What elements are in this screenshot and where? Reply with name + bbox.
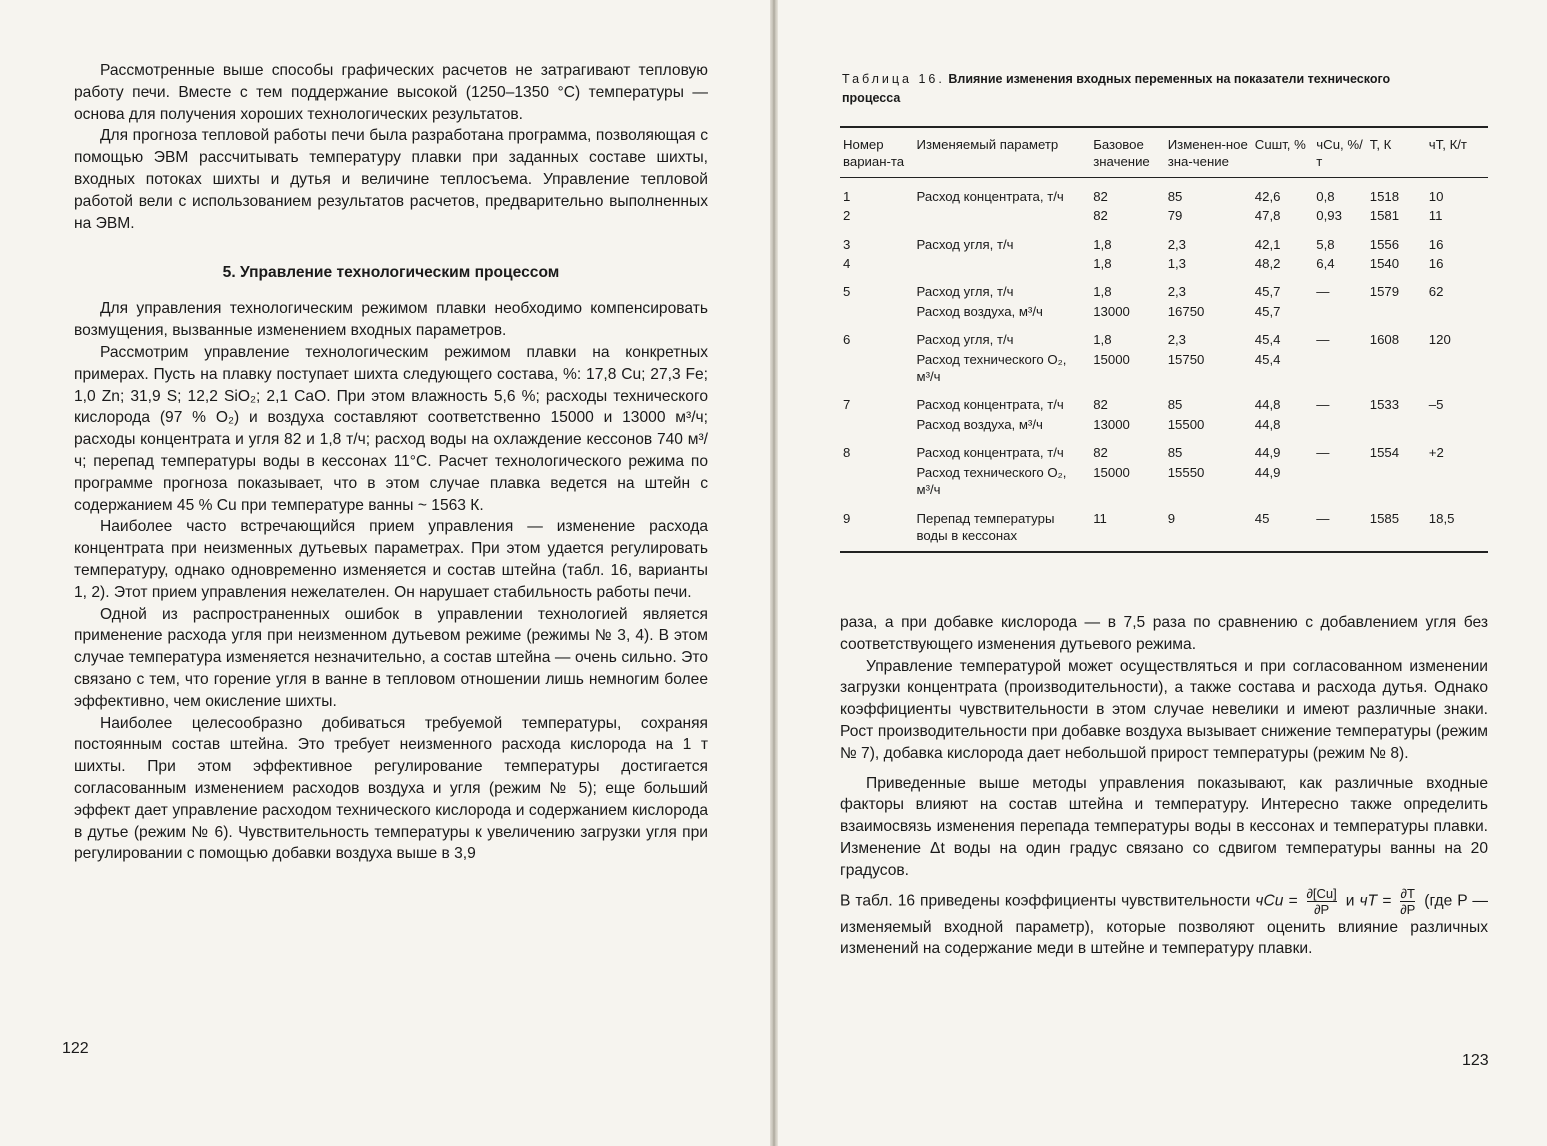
paragraph: Наиболее целесообразно добиваться требуемой температуры, сохраняя постоянным состав штейна. Это требует неизменного расхода кислорода на 1 т шихты. При этом эффективное регулирование температуры достигается согласованным изменением расходов воздуха и угля (режим № 5); еще больший эффект дает управление расходом технического кислорода и содержанием кислорода в дутье (режим № 6). Чувствительность температуры к увеличению загрузки угля при регулировании с помощью добавки воздуха выше в 3,9 (74, 714, 708, 863)
table-cell: 42,6 (1254, 188, 1281, 204)
column-header: Базовое значение (1093, 137, 1150, 170)
table-bottom-rule (840, 551, 1488, 553)
table-cell: 15500 (1167, 416, 1205, 432)
table-cell: 45,4 (1254, 351, 1281, 367)
table-cell: 13000 (1093, 416, 1130, 432)
table-cell (1426, 415, 1488, 434)
table-caption (842, 70, 1422, 108)
table-cell: 45,7 (1254, 303, 1281, 319)
table-cell: 6 (843, 332, 851, 348)
table-cell: — (1316, 510, 1330, 526)
table-row (840, 226, 1488, 254)
page-number: 123 (1462, 1052, 1489, 1069)
table-cell (1313, 350, 1366, 387)
table-cell: 82 (1093, 208, 1108, 224)
table-cell: 1556 (1369, 236, 1400, 252)
table-caption-title: Влияние изменения входных переменных на показатели технического процесса (842, 72, 1391, 105)
table-cell: –5 (1428, 397, 1444, 413)
table-cell: 0,93 (1316, 208, 1342, 224)
data-table (840, 128, 1488, 545)
table-row (840, 273, 1488, 301)
table-cell: 3 (843, 236, 851, 252)
section-heading: 5. Управление технологическим процессом (222, 264, 560, 282)
formula-paragraph (840, 886, 1488, 961)
table-cell: 2,3 (1167, 284, 1187, 300)
table-cell: 15550 (1167, 464, 1205, 480)
table-cell: 15750 (1167, 351, 1205, 367)
table-cell: 45,7 (1254, 284, 1281, 300)
table-cell: 85 (1167, 445, 1183, 461)
table-cell: 48,2 (1254, 256, 1281, 272)
table-cell: 44,9 (1254, 464, 1281, 480)
paragraph: Для управления технологическим режимом плавки необходимо компенсировать возмущения, вызванные изменением входных параметров. (74, 300, 708, 340)
table-cell: Расход воздуха, м³/ч (916, 416, 1043, 432)
table-cell: — (1316, 397, 1330, 413)
table-cell: — (1316, 445, 1330, 461)
column-header: Cuшт, % (1254, 137, 1306, 152)
formula-intro: В табл. 16 приведены коэффициенты чувствительности (840, 892, 1251, 910)
table-row (840, 463, 1488, 500)
column-header: чT, К/т (1428, 137, 1467, 152)
table-cell: 2,3 (1167, 236, 1187, 252)
table-cell: Расход концентрата, т/ч (916, 445, 1064, 461)
formula-outro: (где P — изменяемый входной параметр), которые позволяют оценить влияние различных изменений на содержание меди в штейне и температуру плавки. (840, 892, 1488, 958)
table-cell: 18,5 (1428, 510, 1455, 526)
table-cell: 9 (1167, 510, 1176, 526)
table-cell: 6,4 (1316, 256, 1335, 272)
table-cell: 42,1 (1254, 236, 1281, 252)
table-cell: 79 (1167, 208, 1183, 224)
paragraph: Для прогноза тепловой работы печи была разработана программа, позволяющая с помощью ЭВМ рассчитывать температуру плавки при заданных составе шихты, входных потоках шихты и дутья и величине теплосъема. Управление тепловой работой вели с использованием результатов расчетов, предварительно выполненных на ЭВМ. (74, 127, 708, 232)
paragraph: Одной из распространенных ошибок в управлении технологией является применение расхода угля при неизменном дутьевом режиме (режимы № 3, 4). В этом случае температура изменяется незначительно, а состав штейна — очень сильно. Это связано с тем, что горение угля в ванне в тепловом отношении лишь немногим более эффективно, чем окисление шихты. (74, 605, 708, 710)
formula-numerator: ∂T (1400, 885, 1415, 901)
table-cell (1313, 463, 1366, 500)
formula-denominator: ∂P (1314, 901, 1330, 917)
table-cell: 10 (1428, 188, 1444, 204)
table-cell: 85 (1167, 397, 1183, 413)
table-cell: 82 (1093, 188, 1108, 204)
paragraph: Приведенные выше методы управления показывают, как различные входные факторы влияют на состав штейна и температуру. Интересно также определить взаимосвязь изменения перепада температуры воды в кессонах и температуры плавки. Изменение Δt воды на один градус связано со сдвигом температуры ванны на 20 градусов. (840, 774, 1488, 879)
table-row (840, 302, 1488, 321)
formula-cu-lhs: чCu = (1255, 892, 1298, 910)
formula-cu-fraction (1307, 886, 1337, 917)
paragraph: Рассмотрим управление технологическим режимом плавки на конкретных примерах. Пусть на плавку поступает шихта следующего состава, %: 17,8 Cu; 27,3 Fe; 1,0 Zn; 31,9 S; 12,2 SiO₂; 2,1 CaO. При этом влажность 5,6 %; расходы технического кислорода (97 % O₂) и воздуха составляют соответственно 15000 и 13000 м³/ч; расходы концентрата и угля 82 и 1,8 т/ч; расход воды на охлаждение кессонов 740 м³/ч; перепад температуры воды в кессонах 11°С. Расчет технологического режима по программе прогноза показывает, что в этом случае плавка ведется на штейн с содержанием 45 % Cu при температуре ванны ~ 1563 К. (74, 343, 708, 514)
table-cell (1367, 463, 1426, 500)
page-number: 122 (62, 1040, 89, 1057)
paragraph: Управление температурой может осуществляться и при согласованном изменении загрузки концентрата (производительности), а также состава и расхода дутья. Однако коэффициенты чувствительности в этом случае невелики и имеют различные знаки. Рост производительности при добавке воздуха вызывает снижение температуры (режим № 7), добавка кислорода дает небольшой прирост температуры (режим № 8). (840, 657, 1488, 762)
table-cell (840, 350, 914, 387)
table-cell: 82 (1093, 445, 1108, 461)
table-cell: — (1316, 284, 1330, 300)
table-caption-label: Таблица 16. (842, 72, 945, 86)
table-row (840, 350, 1488, 387)
table-cell: 62 (1428, 284, 1444, 300)
table-header-row (840, 128, 1488, 177)
table-cell: 5,8 (1316, 236, 1335, 252)
table-cell (840, 463, 914, 500)
table-cell: 1540 (1369, 256, 1400, 272)
table-cell: 15000 (1093, 464, 1130, 480)
table-row (840, 434, 1488, 462)
table-cell: 11 (1428, 208, 1443, 224)
table-cell: 5 (843, 284, 851, 300)
table-cell: 4 (843, 256, 851, 272)
table-cell: Расход технического O₂, м³/ч (916, 351, 1067, 385)
table-cell (914, 254, 1091, 273)
table-cell: 8 (843, 445, 851, 461)
formula-t-fraction (1400, 886, 1415, 917)
table-cell: 1533 (1369, 397, 1400, 413)
table-cell: 1,8 (1093, 256, 1112, 272)
table-cell: 15000 (1093, 351, 1130, 367)
table-cell (1426, 302, 1488, 321)
table-cell (1426, 350, 1488, 387)
table-cell: 1554 (1369, 445, 1400, 461)
column-header: Изменяемый параметр (916, 137, 1059, 152)
formula-numerator: ∂[Cu] (1306, 885, 1337, 901)
table-row (840, 500, 1488, 546)
table-cell: 2,3 (1167, 332, 1187, 348)
table-cell: 47,8 (1254, 208, 1281, 224)
table-cell: 1608 (1369, 332, 1400, 348)
column-header: Изменен-ное зна-чение (1167, 137, 1248, 170)
table-row (840, 206, 1488, 225)
table-cell (1367, 302, 1426, 321)
table-row (840, 386, 1488, 414)
table-cell (914, 206, 1091, 225)
table-cell: Перепад температуры воды в кессонах (916, 510, 1055, 543)
table-cell: 44,9 (1254, 445, 1281, 461)
table-cell: Расход угля, т/ч (916, 332, 1014, 348)
table-cell: 16 (1428, 256, 1444, 272)
table-cell: — (1316, 332, 1330, 348)
table-cell: 16 (1428, 236, 1444, 252)
table-cell: 120 (1428, 332, 1451, 348)
table-body (840, 178, 1488, 546)
table-cell: Расход угля, т/ч (916, 236, 1014, 252)
table-cell: 45,4 (1254, 332, 1281, 348)
table-cell: 1585 (1369, 510, 1400, 526)
table-cell: 82 (1093, 397, 1108, 413)
table-cell (1426, 463, 1488, 500)
table-cell: 1581 (1369, 208, 1400, 224)
formula-and: и (1345, 892, 1355, 910)
table-row (840, 321, 1488, 349)
table-cell: 1579 (1369, 284, 1400, 300)
table-cell: 0,8 (1316, 188, 1335, 204)
column-header: чCu, %/т (1316, 137, 1363, 170)
column-header: T, К (1369, 137, 1392, 152)
paragraph: Рассмотренные выше способы графических расчетов не затрагивают тепловую работу печи. Вместе с тем поддержание высокой (1250–1350 °С) температуры — основа для получения хороших технологических результатов. (74, 62, 708, 123)
table-cell: 9 (843, 510, 851, 526)
right-text-column (840, 612, 1488, 960)
table-cell: Расход концентрата, т/ч (916, 397, 1064, 413)
table-cell: 1518 (1369, 188, 1400, 204)
table-16 (840, 126, 1488, 553)
left-text-column (74, 60, 708, 865)
formula-t-lhs: чT = (1359, 892, 1392, 910)
table-cell: Расход воздуха, м³/ч (916, 303, 1043, 319)
table-cell (840, 415, 914, 434)
table-cell: 1,8 (1093, 236, 1112, 252)
table-cell: 85 (1167, 188, 1183, 204)
table-row (840, 415, 1488, 434)
formula-denominator: ∂P (1400, 901, 1416, 917)
table-cell (840, 302, 914, 321)
table-cell: 11 (1093, 510, 1107, 526)
table-cell: Расход концентрата, т/ч (916, 188, 1064, 204)
paragraph: раза, а при добавке кислорода — в 7,5 раза по сравнению с добавлением угля без соответствующего изменения дутьевого режима. (840, 614, 1488, 653)
table-cell: Расход технического O₂, м³/ч (916, 464, 1067, 498)
table-cell: 45 (1254, 510, 1270, 526)
table-cell: 44,8 (1254, 416, 1281, 432)
table-cell (1313, 302, 1366, 321)
table-cell: 1,3 (1167, 256, 1187, 272)
table-cell: 16750 (1167, 303, 1205, 319)
table-cell: 44,8 (1254, 397, 1281, 413)
column-header: Номер вариан-та (843, 137, 905, 170)
table-row (840, 254, 1488, 273)
table-cell: Расход угля, т/ч (916, 284, 1014, 300)
left-page (0, 0, 772, 1146)
table-cell: 1,8 (1093, 332, 1112, 348)
table-row (840, 178, 1488, 206)
table-cell: 2 (843, 208, 851, 224)
paragraph: Наиболее часто встречающийся прием управления — изменение расхода концентрата при неизменных дутьевых параметрах. При этом удается регулировать температуру, однако одновременно изменяется и состав штейна (табл. 16, варианты 1, 2). Этот прием управления нежелателен. Он нарушает стабильность работы печи. (74, 518, 708, 601)
table-cell: 13000 (1093, 303, 1130, 319)
table-cell: +2 (1428, 445, 1444, 461)
table-cell: 7 (843, 397, 851, 413)
table-cell: 1 (843, 188, 851, 204)
table-cell (1313, 415, 1366, 434)
table-cell (1367, 350, 1426, 387)
table-cell (1367, 415, 1426, 434)
table-cell: 1,8 (1093, 284, 1112, 300)
right-page (772, 0, 1547, 1146)
